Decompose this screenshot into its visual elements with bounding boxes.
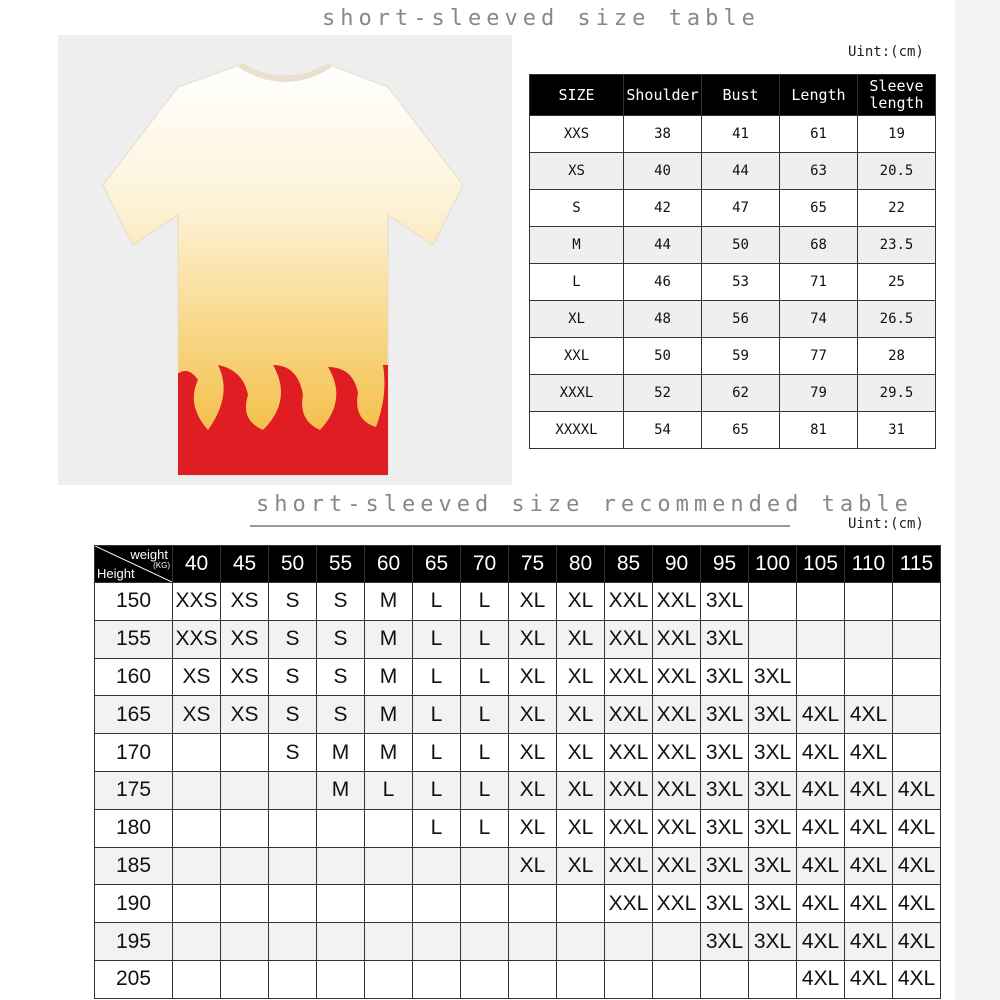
recommended-size-cell: 3XL — [701, 885, 749, 923]
recommended-size-cell: S — [269, 696, 317, 734]
recommended-size-cell — [557, 960, 605, 998]
recommended-size-cell: 4XL — [797, 847, 845, 885]
recommended-row — [95, 847, 941, 885]
recommended-size-cell: L — [413, 696, 461, 734]
size-cell: 65 — [780, 190, 858, 227]
recommended-size-cell: 3XL — [701, 771, 749, 809]
recommended-size-cell: 4XL — [845, 847, 893, 885]
recommended-size-cell: XXL — [605, 809, 653, 847]
recommended-size-cell: L — [413, 734, 461, 772]
size-cell: XXS — [530, 116, 624, 153]
recommended-size-cell: 3XL — [749, 696, 797, 734]
size-row — [530, 190, 936, 227]
recommended-size-cell: XXL — [605, 696, 653, 734]
height-cell: 175 — [95, 771, 173, 809]
size-cell: 61 — [780, 116, 858, 153]
header-shoulder: Shoulder — [624, 75, 702, 116]
recommended-size-cell — [221, 923, 269, 961]
size-cell: 40 — [624, 153, 702, 190]
recommended-size-cell: 3XL — [701, 583, 749, 621]
size-cell: 68 — [780, 227, 858, 264]
recommended-size-cell: XXL — [653, 583, 701, 621]
recommended-size-cell — [221, 847, 269, 885]
recommended-size-cell: L — [413, 583, 461, 621]
size-cell: 25 — [858, 264, 936, 301]
size-cell: 56 — [702, 301, 780, 338]
recommended-size-cell: XL — [557, 809, 605, 847]
recommended-size-cell: 3XL — [701, 734, 749, 772]
size-cell: 20.5 — [858, 153, 936, 190]
size-table-title: short-sleeved size table — [322, 6, 760, 31]
recommended-size-cell — [701, 960, 749, 998]
size-cell: 46 — [624, 264, 702, 301]
recommended-size-cell: S — [269, 583, 317, 621]
recommended-size-cell — [797, 658, 845, 696]
size-cell: 79 — [780, 375, 858, 412]
recommended-size-cell: 4XL — [845, 885, 893, 923]
page-edge-strip — [955, 0, 1000, 1000]
weight-header: 115 — [893, 546, 941, 583]
recommended-size-cell: XL — [509, 771, 557, 809]
size-cell: 41 — [702, 116, 780, 153]
recommended-size-cell — [173, 734, 221, 772]
recommended-size-cell: XL — [509, 620, 557, 658]
height-cell: 205 — [95, 960, 173, 998]
recommended-size-cell — [749, 583, 797, 621]
recommended-size-cell: XL — [509, 847, 557, 885]
recommended-size-cell — [893, 658, 941, 696]
tshirt-flame-icon — [58, 35, 512, 485]
recommended-size-cell: M — [365, 620, 413, 658]
recommended-size-cell: XXL — [605, 620, 653, 658]
corner-cell — [95, 546, 173, 583]
height-cell: 160 — [95, 658, 173, 696]
recommended-size-cell — [317, 923, 365, 961]
recommended-size-cell — [173, 809, 221, 847]
recommended-size-cell: XXL — [653, 734, 701, 772]
recommended-size-cell: 4XL — [797, 696, 845, 734]
recommended-size-cell: L — [461, 658, 509, 696]
recommended-size-cell — [509, 960, 557, 998]
recommended-size-cell — [653, 960, 701, 998]
recommended-size-cell: 4XL — [893, 923, 941, 961]
recommended-size-cell — [845, 620, 893, 658]
weight-header: 70 — [461, 546, 509, 583]
recommended-row — [95, 771, 941, 809]
recommended-size-cell — [749, 960, 797, 998]
recommended-size-cell: XXL — [653, 658, 701, 696]
recommended-size-cell — [749, 620, 797, 658]
recommended-size-cell — [269, 960, 317, 998]
recommended-size-cell: 3XL — [701, 809, 749, 847]
recommended-row — [95, 658, 941, 696]
recommended-size-cell: XL — [557, 696, 605, 734]
size-cell: 81 — [780, 412, 858, 449]
header-length: Length — [780, 75, 858, 116]
recommended-size-cell: S — [317, 583, 365, 621]
size-cell: 26.5 — [858, 301, 936, 338]
recommended-size-cell: XXL — [605, 847, 653, 885]
recommended-size-cell: XL — [557, 771, 605, 809]
recommended-size-cell: 3XL — [749, 847, 797, 885]
recommended-size-cell: L — [461, 734, 509, 772]
size-cell: XS — [530, 153, 624, 190]
size-cell: 42 — [624, 190, 702, 227]
recommended-size-cell — [317, 809, 365, 847]
recommended-size-cell: 4XL — [845, 923, 893, 961]
height-cell: 185 — [95, 847, 173, 885]
recommended-size-cell: S — [269, 734, 317, 772]
recommended-size-cell — [797, 620, 845, 658]
size-cell: 23.5 — [858, 227, 936, 264]
recommended-size-cell — [365, 847, 413, 885]
recommended-size-cell — [845, 583, 893, 621]
height-cell: 170 — [95, 734, 173, 772]
recommended-size-cell: L — [461, 771, 509, 809]
recommended-size-cell: 4XL — [893, 771, 941, 809]
recommended-row — [95, 960, 941, 998]
recommended-size-cell: XS — [221, 658, 269, 696]
recommended-size-cell: 4XL — [893, 960, 941, 998]
header-sleeve-length — [858, 75, 936, 116]
recommended-table-title: short-sleeved size recommended table — [256, 492, 913, 517]
size-cell: 44 — [624, 227, 702, 264]
height-cell: 195 — [95, 923, 173, 961]
size-cell: XXXL — [530, 375, 624, 412]
height-cell: 155 — [95, 620, 173, 658]
recommended-size-cell: XS — [221, 583, 269, 621]
recommended-size-cell: XL — [509, 658, 557, 696]
recommended-size-cell: L — [413, 809, 461, 847]
weight-header: 80 — [557, 546, 605, 583]
recommended-size-cell: XXL — [653, 885, 701, 923]
size-cell: 77 — [780, 338, 858, 375]
recommended-size-cell — [605, 923, 653, 961]
recommended-size-cell: XXL — [605, 734, 653, 772]
height-cell: 150 — [95, 583, 173, 621]
corner-height-label: Height — [97, 566, 135, 581]
size-cell: 59 — [702, 338, 780, 375]
size-cell: 50 — [624, 338, 702, 375]
weight-header: 55 — [317, 546, 365, 583]
recommended-size-cell: 4XL — [797, 960, 845, 998]
recommended-size-cell — [797, 583, 845, 621]
size-row — [530, 412, 936, 449]
recommended-size-cell: 4XL — [845, 696, 893, 734]
recommended-size-cell: XXL — [605, 583, 653, 621]
size-cell: 48 — [624, 301, 702, 338]
recommended-size-cell: L — [413, 658, 461, 696]
recommended-row — [95, 734, 941, 772]
recommended-size-cell — [413, 885, 461, 923]
recommended-size-cell: L — [413, 771, 461, 809]
weight-header: 110 — [845, 546, 893, 583]
recommended-size-cell — [221, 809, 269, 847]
weight-header: 75 — [509, 546, 557, 583]
size-cell: 31 — [858, 412, 936, 449]
recommended-size-cell: 4XL — [797, 734, 845, 772]
weight-header: 100 — [749, 546, 797, 583]
recommended-size-cell: M — [317, 771, 365, 809]
recommended-size-cell — [173, 771, 221, 809]
weight-header: 85 — [605, 546, 653, 583]
recommended-size-cell — [269, 923, 317, 961]
recommended-size-cell — [845, 658, 893, 696]
size-row — [530, 116, 936, 153]
recommended-table-unit: Uint:(cm) — [848, 516, 924, 532]
height-cell: 180 — [95, 809, 173, 847]
recommended-size-cell — [461, 960, 509, 998]
recommended-size-cell — [893, 734, 941, 772]
weight-header: 40 — [173, 546, 221, 583]
recommended-size-cell — [269, 809, 317, 847]
recommended-size-cell — [461, 923, 509, 961]
size-row — [530, 227, 936, 264]
recommended-size-cell: 4XL — [845, 771, 893, 809]
recommended-row — [95, 923, 941, 961]
recommended-size-cell: 3XL — [749, 809, 797, 847]
recommended-size-cell: 3XL — [749, 923, 797, 961]
size-table — [529, 74, 936, 449]
size-table-unit: Uint:(cm) — [848, 44, 924, 60]
recommended-size-cell: XL — [509, 734, 557, 772]
recommended-size-cell: 3XL — [749, 658, 797, 696]
recommended-size-cell — [221, 960, 269, 998]
recommended-size-cell: 4XL — [797, 923, 845, 961]
recommended-size-cell: 3XL — [701, 923, 749, 961]
weight-header: 90 — [653, 546, 701, 583]
recommended-size-cell: XXL — [653, 809, 701, 847]
recommended-size-cell — [653, 923, 701, 961]
recommended-size-cell: L — [413, 620, 461, 658]
recommended-size-cell — [365, 923, 413, 961]
recommended-size-cell: XL — [557, 583, 605, 621]
recommended-table — [94, 545, 941, 999]
recommended-size-cell: XL — [557, 847, 605, 885]
recommended-size-cell — [221, 885, 269, 923]
recommended-size-cell — [413, 923, 461, 961]
size-cell: 71 — [780, 264, 858, 301]
recommended-size-cell: XL — [509, 809, 557, 847]
recommended-size-cell — [557, 885, 605, 923]
size-cell: 38 — [624, 116, 702, 153]
recommended-size-cell: XXL — [653, 771, 701, 809]
weight-header: 105 — [797, 546, 845, 583]
size-cell: XL — [530, 301, 624, 338]
recommended-size-cell: L — [461, 809, 509, 847]
recommended-size-cell: 4XL — [797, 885, 845, 923]
recommended-size-cell — [221, 771, 269, 809]
recommended-size-cell: XL — [509, 583, 557, 621]
recommended-row — [95, 809, 941, 847]
recommended-size-cell: M — [317, 734, 365, 772]
size-cell: 19 — [858, 116, 936, 153]
header-size: SIZE — [530, 75, 624, 116]
size-cell: 22 — [858, 190, 936, 227]
recommended-header-row — [95, 546, 941, 583]
recommended-size-cell: 3XL — [701, 658, 749, 696]
recommended-size-cell: S — [269, 620, 317, 658]
recommended-size-cell — [509, 923, 557, 961]
size-row — [530, 153, 936, 190]
size-cell: XXXXL — [530, 412, 624, 449]
corner-weight-label: weight — [130, 547, 168, 562]
recommended-size-cell: XL — [557, 620, 605, 658]
recommended-size-cell — [413, 960, 461, 998]
recommended-size-cell — [269, 847, 317, 885]
size-cell: 50 — [702, 227, 780, 264]
recommended-size-cell: M — [365, 658, 413, 696]
recommended-size-cell — [317, 960, 365, 998]
size-cell: 47 — [702, 190, 780, 227]
recommended-size-cell — [365, 809, 413, 847]
recommended-row — [95, 620, 941, 658]
recommended-size-cell: XXL — [605, 771, 653, 809]
recommended-size-cell — [269, 885, 317, 923]
weight-header: 50 — [269, 546, 317, 583]
recommended-size-cell — [893, 583, 941, 621]
recommended-size-cell — [461, 847, 509, 885]
recommended-size-cell: 3XL — [749, 734, 797, 772]
height-cell: 165 — [95, 696, 173, 734]
recommended-size-cell: L — [365, 771, 413, 809]
recommended-size-cell: 4XL — [845, 809, 893, 847]
size-row — [530, 338, 936, 375]
size-cell: 62 — [702, 375, 780, 412]
size-row — [530, 301, 936, 338]
recommended-size-cell: L — [461, 583, 509, 621]
recommended-size-cell: S — [317, 620, 365, 658]
recommended-size-cell: XS — [221, 620, 269, 658]
weight-header: 95 — [701, 546, 749, 583]
size-row — [530, 264, 936, 301]
weight-header: 60 — [365, 546, 413, 583]
recommended-size-cell: 4XL — [845, 960, 893, 998]
size-cell: XXL — [530, 338, 624, 375]
size-cell: M — [530, 227, 624, 264]
recommended-size-cell: S — [317, 658, 365, 696]
recommended-size-cell: XXL — [653, 847, 701, 885]
recommended-size-cell — [269, 771, 317, 809]
recommended-size-cell: S — [317, 696, 365, 734]
recommended-size-cell: XXL — [653, 696, 701, 734]
weight-header: 45 — [221, 546, 269, 583]
recommended-size-cell: XL — [557, 658, 605, 696]
size-cell: 54 — [624, 412, 702, 449]
recommended-size-cell: XXS — [173, 620, 221, 658]
recommended-row — [95, 583, 941, 621]
recommended-size-cell: XS — [221, 696, 269, 734]
recommended-size-cell: XXL — [605, 658, 653, 696]
header-sleeve-line2: length — [869, 94, 924, 112]
title-underline — [250, 525, 790, 527]
recommended-row — [95, 885, 941, 923]
size-table-header-row — [530, 75, 936, 116]
recommended-size-cell: XS — [173, 696, 221, 734]
recommended-size-cell: M — [365, 734, 413, 772]
corner-kg-label: (KG) — [153, 561, 170, 570]
recommended-size-cell — [173, 847, 221, 885]
size-row — [530, 375, 936, 412]
header-sleeve-line1: Sleeve — [869, 77, 924, 95]
recommended-size-cell: 4XL — [893, 885, 941, 923]
size-cell: 44 — [702, 153, 780, 190]
recommended-size-cell: XL — [557, 734, 605, 772]
recommended-size-cell: XL — [509, 696, 557, 734]
recommended-size-cell — [461, 885, 509, 923]
recommended-size-cell: 4XL — [797, 771, 845, 809]
size-cell: 74 — [780, 301, 858, 338]
recommended-size-cell: XXS — [173, 583, 221, 621]
recommended-size-cell — [605, 960, 653, 998]
recommended-size-cell: L — [461, 620, 509, 658]
recommended-size-cell — [413, 847, 461, 885]
recommended-size-cell — [173, 960, 221, 998]
size-cell: S — [530, 190, 624, 227]
recommended-size-cell: 3XL — [701, 847, 749, 885]
recommended-size-cell — [365, 885, 413, 923]
recommended-size-cell: 4XL — [845, 734, 893, 772]
recommended-size-cell: XS — [173, 658, 221, 696]
recommended-size-cell — [893, 696, 941, 734]
recommended-size-cell — [173, 923, 221, 961]
recommended-size-cell: XXL — [605, 885, 653, 923]
recommended-size-cell — [893, 620, 941, 658]
recommended-size-cell — [365, 960, 413, 998]
recommended-size-cell: 3XL — [701, 620, 749, 658]
recommended-size-cell — [557, 923, 605, 961]
recommended-size-cell: 3XL — [749, 885, 797, 923]
header-bust: Bust — [702, 75, 780, 116]
recommended-size-cell — [317, 885, 365, 923]
size-cell: 52 — [624, 375, 702, 412]
size-cell: 65 — [702, 412, 780, 449]
size-cell: 53 — [702, 264, 780, 301]
recommended-size-cell: M — [365, 583, 413, 621]
recommended-size-cell: L — [461, 696, 509, 734]
recommended-size-cell — [221, 734, 269, 772]
recommended-size-cell: 4XL — [893, 809, 941, 847]
recommended-size-cell: M — [365, 696, 413, 734]
recommended-size-cell: 4XL — [893, 847, 941, 885]
recommended-size-cell — [509, 885, 557, 923]
recommended-size-cell: 3XL — [749, 771, 797, 809]
recommended-size-cell — [317, 847, 365, 885]
height-cell: 190 — [95, 885, 173, 923]
recommended-row — [95, 696, 941, 734]
size-cell: L — [530, 264, 624, 301]
recommended-size-cell — [173, 885, 221, 923]
size-cell: 28 — [858, 338, 936, 375]
recommended-size-cell: XXL — [653, 620, 701, 658]
recommended-size-cell: 3XL — [701, 696, 749, 734]
size-cell: 63 — [780, 153, 858, 190]
recommended-size-cell: S — [269, 658, 317, 696]
product-photo — [58, 35, 512, 485]
size-cell: 29.5 — [858, 375, 936, 412]
weight-header: 65 — [413, 546, 461, 583]
recommended-size-cell: 4XL — [797, 809, 845, 847]
